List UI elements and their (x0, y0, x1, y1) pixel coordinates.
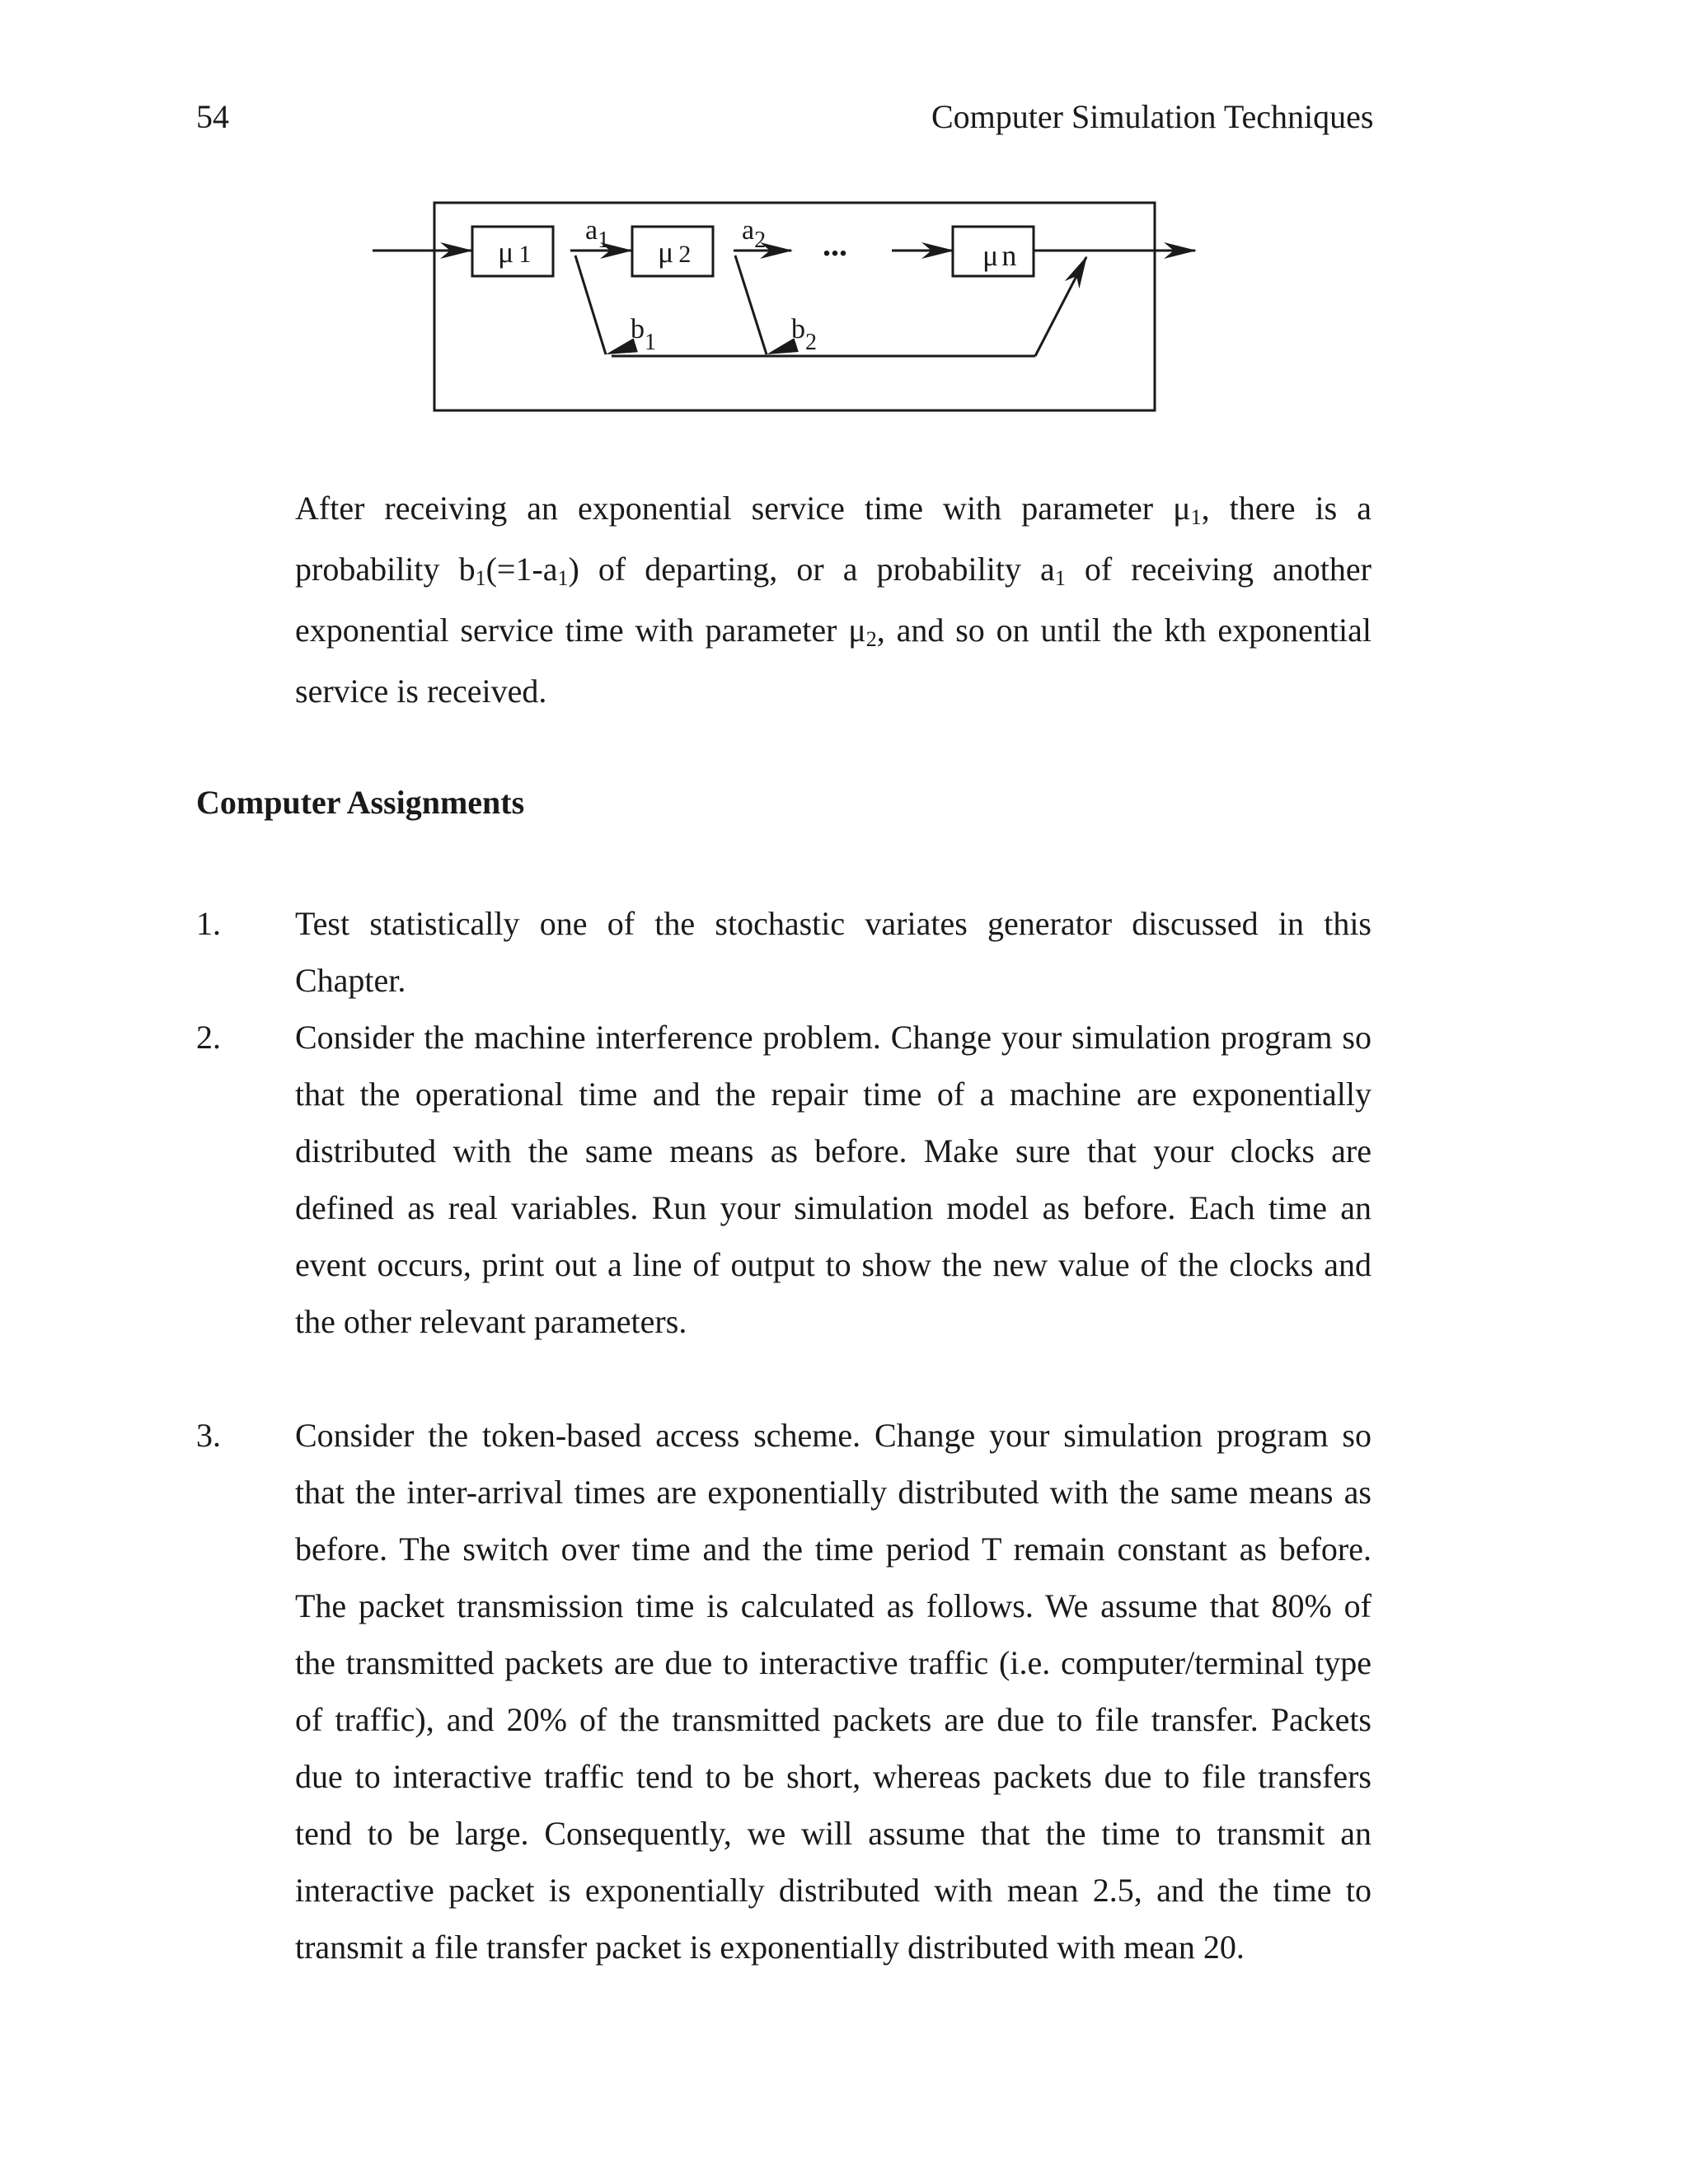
assignment-3-number: 3. (196, 1417, 221, 1454)
assignment-3-text: Consider the token-based access scheme. Change your simulation program so that the inter-arrival times are exponentially distributed with the same means as before. The switch over time and the time period T remain constant as before. The packet transmission time is calculated as follows. We assume that 80% of the transmitted packets are due to interactive traffic (i.e. computer/terminal type of traffic), and 20% of the transmitted packets are due to file transfer. Packets due to interactive traffic tend to be short, whereas packets due to file transfers tend to be large. Consequently, we will assume that the time to transmit an interactive packet is exponentially distributed with mean 2.5, and the time to transmit a file transfer packet is exponentially distributed with mean 20. (295, 1417, 1372, 1966)
stage-ellipsis: ... (823, 226, 847, 263)
a1-label: $a_1$ (585, 215, 610, 253)
running-title: Computer Simulation Techniques (931, 98, 1374, 135)
assignment-2-number: 2. (196, 1019, 221, 1056)
page-number: 54 (196, 98, 229, 135)
diagram-outer-box (434, 203, 1155, 410)
b2-branch-arrow (735, 255, 767, 354)
b2-label: $b_2$ (791, 314, 817, 355)
a2-label: $a_2$ (742, 215, 767, 253)
exit-merge-arrow (1035, 257, 1086, 356)
stage-2-label: μ 2 (658, 236, 692, 269)
b1-branch-arrow (575, 255, 606, 354)
assignment-1-number: 1. (196, 905, 221, 942)
stage-n-label: μ n (982, 239, 1017, 272)
b1-label: $b_1$ (631, 314, 656, 355)
section-heading: Computer Assignments (196, 784, 525, 821)
assignment-2-text: Consider the machine interference problem. Change your simulation program so that the operational time and the repair time of a machine are exponentially distributed with the same means as before. Make sure that your clocks are defined as real variables. Run your simulation model as before. Each time an event occurs, print out a line of output to show the new value of the clocks and the other relevant parameters. (295, 1019, 1372, 1340)
intro-paragraph: After receiving an exponential service time with parameter $\mu_1$, there is a probability $b_1(=1-a_1)$ of departing, or a probability $a_1$ of receiving another exponential service time with parameter $\mu_2$, and so on until the kth exponential service is received. (295, 490, 1372, 710)
coxian-diagram (0, 0, 1688, 462)
assignment-1-text: Test statistically one of the stochastic variates generator discussed in this Chapter. (295, 905, 1372, 999)
stage-1-label: μ 1 (498, 236, 532, 269)
